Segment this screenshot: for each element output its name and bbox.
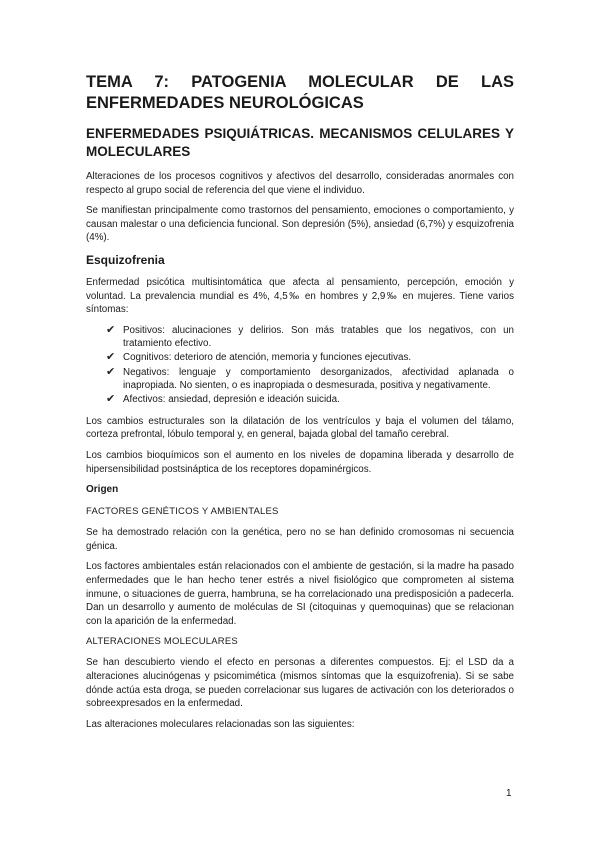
factors-heading: FACTORES GENÉTICOS Y AMBIENTALES — [86, 506, 279, 518]
origin-heading: Origen — [86, 484, 119, 496]
intro-paragraph: Alteraciones de los procesos cognitivos y afectivos del desarrollo, consideradas anormales con respecto al grupo social de referencia del que viene el individuo. — [86, 171, 514, 196]
intro-paragraph: Se manifiestan principalmente como trastornos del pensamiento, emociones o comportamiento, y causan malestar o una deficiencia funcional. Son depresión (5%), ansiedad (6,7%) y esquizofrenia (4%). — [86, 205, 514, 244]
symptom-text: Afectivos: ansiedad, depresión e ideación suicida. — [123, 394, 340, 406]
factors-paragraph: Se ha demostrado relación con la genética, pero no se han definido cromosomas ni secuencia génica. — [86, 527, 514, 552]
schizophrenia-description: Enfermedad psicótica multisintomática que afecta al pensamiento, percepción, emoción y voluntad. La prevalencia mundial es 4%, 4,5‰ en hombres y 2,9‰ en mujeres. Tiene varios síntomas: — [86, 276, 514, 316]
list-item — [106, 351, 514, 365]
list-item — [106, 324, 514, 351]
checkmark-icon: ✔ — [106, 323, 116, 336]
checkmark-icon: ✔ — [106, 393, 116, 406]
molecular-paragraph: Se han descubierto viendo el efecto en personas a diferentes compuestos. Ej: el LSD da a alteraciones alucinógenas y psicomimética (mismos síntomas que la esquizofrenia). Si se sabe dónde actúa esta droga, se pueden correlacionar sus lugares de activación con los deteriorados o sobreexpresados en la enfermedad. — [86, 657, 514, 710]
symptom-text: Positivos: alucinaciones y delirios. Son más tratables que los negativos, con un tratamiento efectivo. — [123, 324, 514, 350]
molecular-heading: ALTERACIONES MOLECULARES — [86, 636, 238, 648]
checkmark-icon: ✔ — [106, 365, 116, 378]
list-item — [106, 393, 514, 407]
biochemical-changes-paragraph: Los cambios bioquímicos son el aumento en los niveles de dopamina liberada y desarrollo de hipersensibilidad postsináptica de los receptores dopaminérgicos. — [86, 450, 514, 475]
document-title: TEMA 7: PATOGENIA MOLECULAR DE LAS ENFERMEDADES NEUROLÓGICAS — [86, 73, 514, 112]
structural-changes-paragraph: Los cambios estructurales son la dilatación de los ventrículos y baja el volumen del tálamo, corteza prefrontal, lóbulo temporal y, en general, bajada global del tamaño cerebral. — [86, 415, 514, 441]
page-content — [86, 72, 514, 738]
checkmark-icon: ✔ — [106, 351, 116, 364]
molecular-paragraph: Las alteraciones moleculares relacionadas son las siguientes: — [86, 718, 355, 730]
schizophrenia-heading: Esquizofrenia — [86, 252, 165, 267]
symptom-text: Cognitivos: deterioro de atención, memoria y funciones ejecutivas. — [123, 352, 412, 364]
list-item — [106, 366, 514, 393]
page-number: 1 — [506, 788, 512, 799]
factors-paragraph: Los factores ambientales están relacionados con el ambiente de gestación, si la madre ha pasado enfermedades que le han hecho tener estrés a nivel fisiológico que comprometen al sistema inmune, o situaciones de guerra, hambruna, se ha correlacionado una predisposición a padecerla. Dan un desarrollo y aumento de moléculas de SI (citoquinas y quemoquinas) que se relacionan con la aparición de la enfermedad. — [86, 561, 514, 627]
symptom-list — [86, 324, 514, 407]
symptom-text: Negativos: lenguaje y comportamiento desorganizados, afectividad aplanada o inapropiada. No sienten, o es inapropiada o desmesurada, positiva y negativamente. — [123, 366, 514, 392]
section-title: ENFERMEDADES PSIQUIÁTRICAS. MECANISMOS CELULARES Y MOLECULARES — [86, 126, 514, 159]
